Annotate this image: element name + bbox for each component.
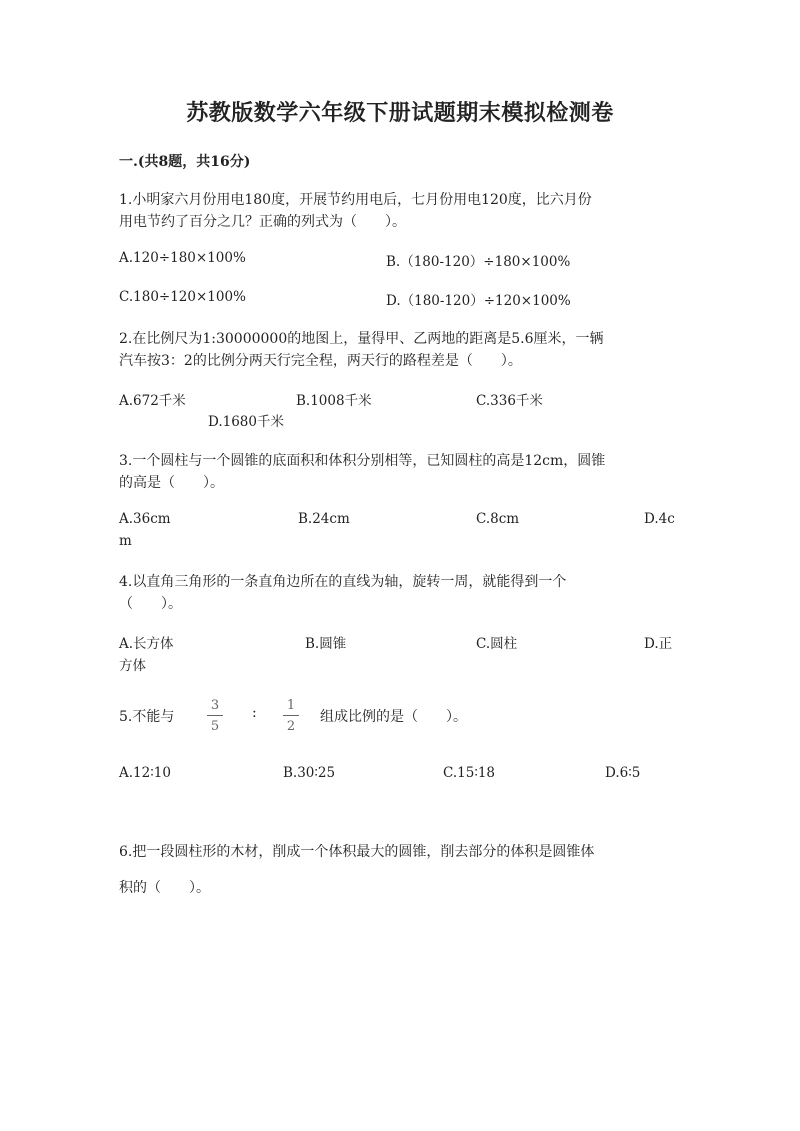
question-1-text-line-2: 用电节约了百分之几？正确的列式为（ ）。: [119, 214, 406, 230]
question-6-text-line-1: 6.把一段圆柱形的木材，削成一个体积最大的圆锥，削去部分的体积是圆锥体: [119, 844, 595, 860]
question-2-option-b: B.1008千米: [296, 393, 372, 409]
fraction-2-denominator: 2: [286, 719, 296, 734]
question-1-option-b: B.（180-120）÷180×100%: [386, 254, 571, 270]
question-2-option-a: A.672千米: [119, 393, 186, 409]
question-5-colon: :: [252, 705, 257, 721]
question-5-option-b: B.30∶25: [283, 765, 336, 781]
fraction-1-numerator: 3: [210, 698, 220, 713]
question-2-text-line-2: 汽车按3：2的比例分两天行完全程，两天行的路程差是（ ）。: [119, 353, 522, 369]
question-4-option-b: B.圆锥: [305, 636, 347, 652]
question-6-text-line-2: 积的（ ）。: [119, 880, 210, 896]
fraction-2-bar: [283, 715, 299, 716]
question-2-option-d: D.1680千米: [208, 414, 284, 430]
question-5-fraction-1: [207, 698, 223, 734]
question-4-option-c: C.圆柱: [476, 636, 518, 652]
question-5-fraction-2: [283, 698, 299, 734]
question-4-text-line-2: （ ）。: [119, 596, 182, 612]
question-3-option-a: A.36cm: [119, 511, 171, 527]
question-3-option-b: B.24cm: [298, 511, 350, 527]
question-3-text-line-1: 3.一个圆柱与一个圆锥的底面积和体积分别相等，已知圆柱的高是12cm，圆锥: [119, 453, 606, 469]
question-3-option-c: C.8cm: [476, 511, 520, 527]
question-3-text-line-2: 的高是（ ）。: [119, 475, 224, 491]
question-5-option-d: D.6∶5: [605, 765, 641, 781]
question-4-option-d: D.正: [644, 636, 673, 652]
question-5-option-a: A.12∶10: [119, 765, 171, 781]
fraction-1-denominator: 5: [210, 719, 220, 734]
question-1-option-a: A.120÷180×100%: [119, 250, 246, 266]
question-5-suffix: 组成比例的是（ ）。: [320, 709, 467, 725]
question-3-option-d-wrap: m: [119, 533, 132, 549]
question-4-text-line-1: 4.以直角三角形的一条直角边所在的直线为轴，旋转一周，就能得到一个: [119, 574, 567, 590]
fraction-1-bar: [207, 715, 223, 716]
question-2-option-c: C.336千米: [476, 393, 543, 409]
question-5-option-c: C.15∶18: [443, 765, 496, 781]
question-5-prefix: 5.不能与: [119, 709, 175, 725]
page-title: 苏教版数学六年级下册试题期末模拟检测卷: [186, 100, 614, 126]
question-4-option-a: A.长方体: [119, 636, 174, 652]
question-1-option-c: C.180÷120×100%: [119, 289, 246, 305]
section-heading: 一.(共8题，共16分): [119, 154, 251, 170]
question-1-text-line-1: 1.小明家六月份用电180度，开展节约用电后，七月份用电120度，比六月份: [119, 192, 592, 208]
fraction-2-numerator: 1: [286, 698, 296, 713]
question-2-text-line-1: 2.在比例尺为1:30000000的地图上，量得甲、乙两地的距离是5.6厘米，一辆: [119, 331, 604, 347]
question-1-option-d: D.（180-120）÷120×100%: [386, 293, 571, 309]
question-3-option-d: D.4c: [644, 511, 675, 527]
question-4-option-d-wrap: 方体: [119, 658, 146, 674]
